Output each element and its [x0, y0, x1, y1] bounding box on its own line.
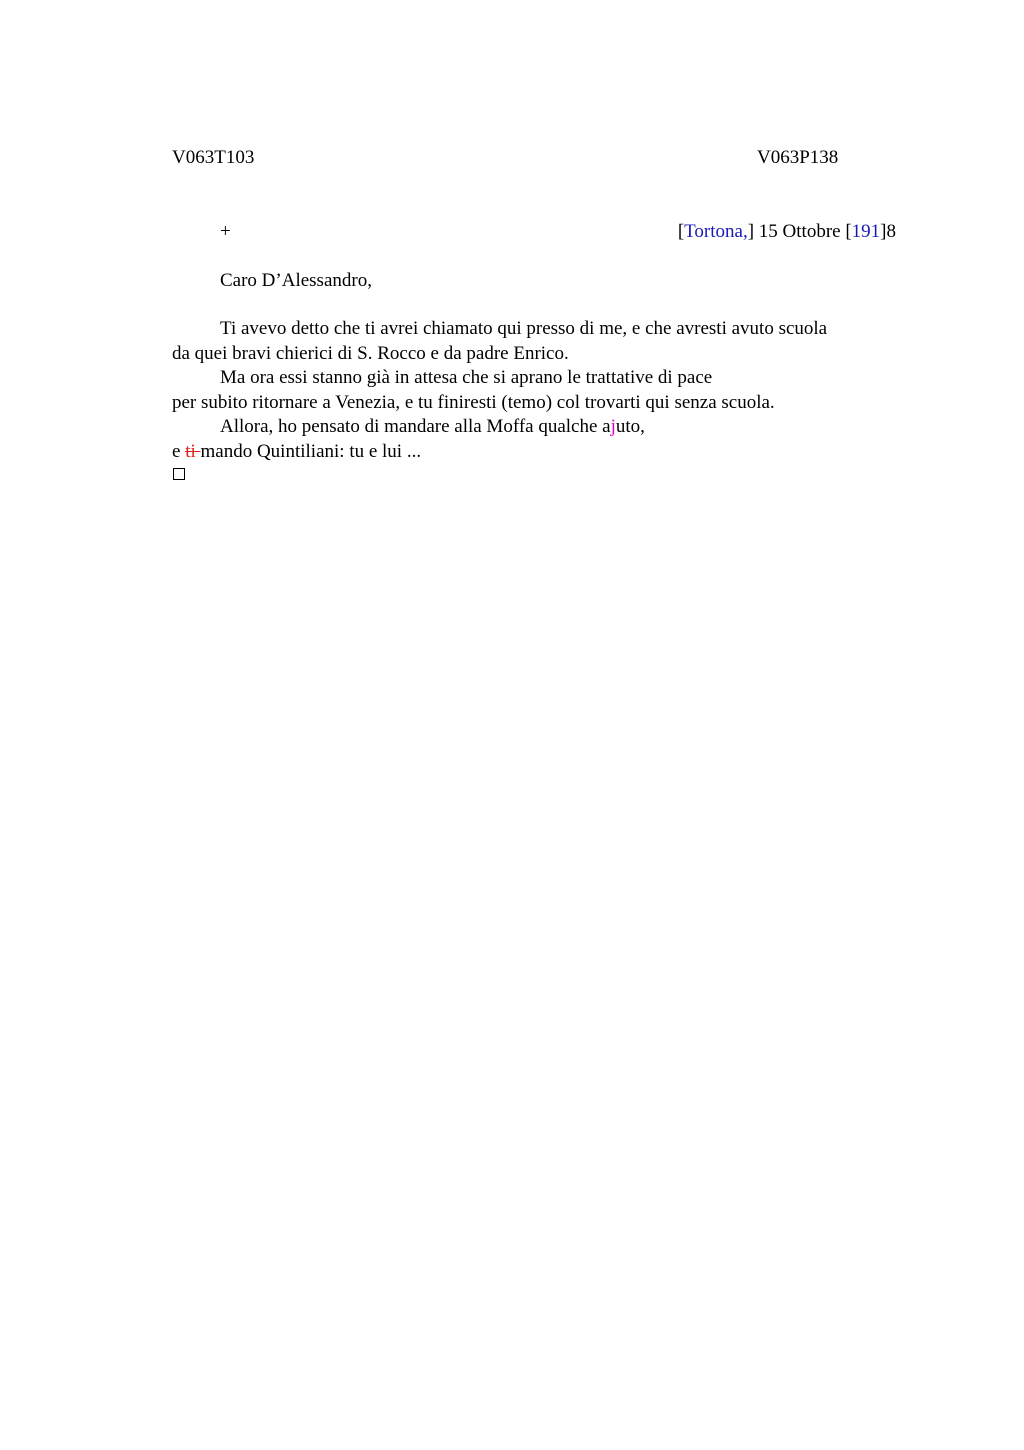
date-day-month: 15 Ottobre — [754, 221, 846, 242]
salutation: Caro D’Alessandro, — [220, 270, 372, 291]
deletion-mark: ti — [185, 440, 201, 462]
dateline — [678, 220, 896, 244]
date-year-suffix: 8 — [886, 221, 896, 242]
body-text-segment: e — [172, 440, 186, 462]
end-square-icon — [173, 468, 185, 480]
body-line: Ma ora essi stanno già in attesa che si aprano le trattative di pace — [220, 367, 713, 388]
date-year-editorial: 191 — [851, 221, 881, 242]
body-line: Ti avevo detto che ti avrei chiamato qui presso di me, e che avresti avuto scuola — [220, 318, 828, 339]
body-line: da quei bravi chierici di S. Rocco e da padre Enrico. — [172, 342, 569, 364]
body-text-segment: Allora, ho pensato di mandare alla Moffa qualche a — [220, 416, 611, 437]
date-bracket: ] — [880, 221, 887, 242]
body-text-segment: uto, — [615, 416, 645, 437]
document-code-left: V063T103 — [172, 147, 255, 168]
date-bracket: [ — [845, 221, 852, 242]
body-line: per subito ritornare a Venezia, e tu finiresti (temo) col trovarti qui senza scuola. — [172, 391, 775, 413]
date-place-editorial: Tortona, — [684, 221, 748, 242]
letter-body — [172, 317, 892, 464]
cross-symbol: + — [220, 221, 231, 242]
date-bracket: ] — [747, 221, 755, 242]
body-text-segment: mando Quintiliani: tu e lui ... — [200, 440, 422, 462]
date-bracket: [ — [677, 221, 685, 242]
body-line — [172, 440, 892, 465]
insertion-mark: j — [610, 416, 616, 437]
body-line — [172, 415, 892, 440]
document-code-right: V063P138 — [757, 147, 839, 168]
